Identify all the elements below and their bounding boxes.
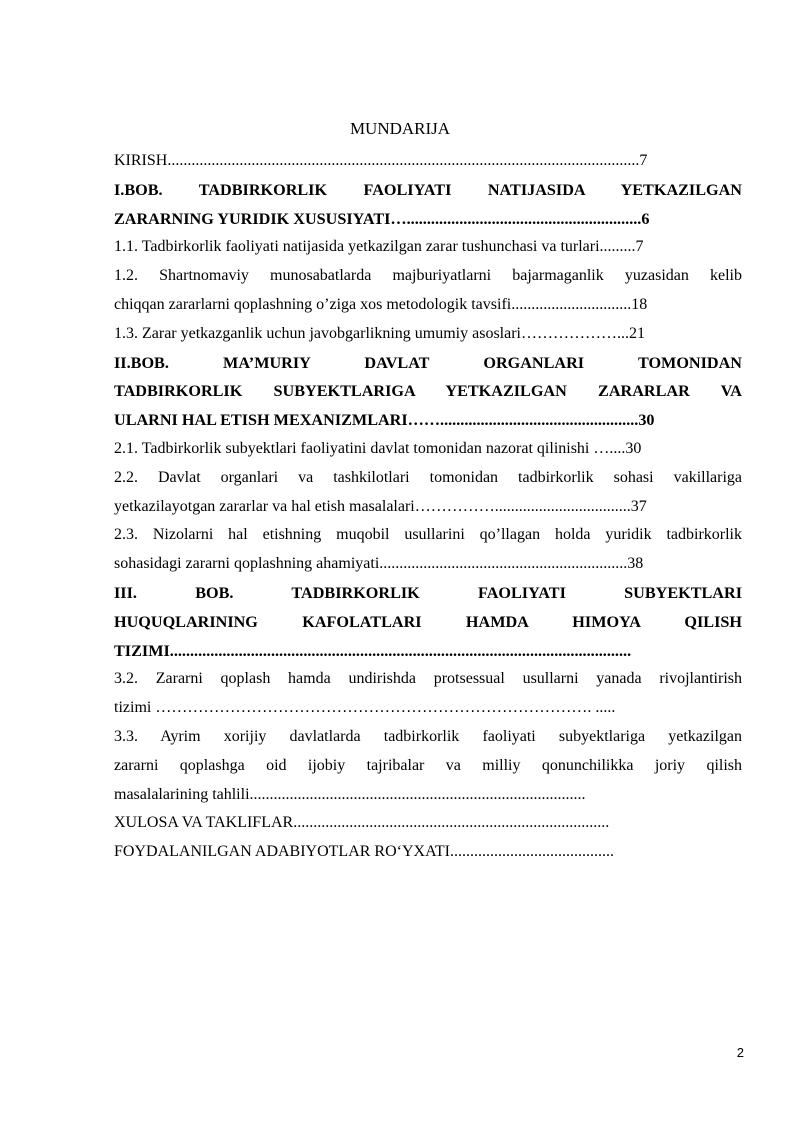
toc-line: ZARARNING YURIDIK XUSUSIYATI…..........................................................6 — [114, 209, 650, 228]
toc-line: ULARNI HAL ETISH MEXANIZMLARI…….................................................30 — [114, 411, 655, 430]
toc-line: 3.2. Zararni qoplash hamda undirishda protsessual usullarni yanada rivojlantirish — [114, 670, 742, 688]
toc-line: yetkazilayotgan zararlar va hal etish masalalari……………..................................37 — [114, 497, 647, 515]
toc-line: II.BOB. MA’MURIY DAVLAT ORGANLARI TOMONIDAN — [114, 353, 742, 372]
toc-line: I.BOB. TADBIRKORLIK FAOLIYATI NATIJASIDA YETKAZILGAN — [114, 180, 742, 199]
toc-line: tizimi ………………………………………………………………………. ..... — [114, 699, 616, 717]
toc-line: masalalarining tahlili.................................................................................... — [114, 785, 586, 803]
toc-line: 2.3. Nizolarni hal etishning muqobil usullarini qo’llagan holda yuridik tadbirkorlik — [114, 526, 742, 544]
page-number: 2 — [736, 1045, 744, 1060]
page-title: MUNDARIJA — [349, 119, 451, 138]
toc-line: XULOSA VA TAKLIFLAR............................................................................... — [114, 814, 610, 832]
toc-line: sohasidagi zararni qoplashning ahamiyati..............................................................38 — [114, 555, 644, 573]
toc-line: 3.3. Ayrim xorijiy davlatlarda tadbirkorlik faoliyati subyektlariga yetkazilgan — [114, 727, 742, 745]
toc-line: TADBIRKORLIK SUBYEKTLARIGA YETKAZILGAN ZARARLAR VA — [114, 382, 742, 401]
toc-line: 2.2. Davlat organlari va tashkilotlari tomonidan tadbirkorlik sohasi vakillariga — [114, 468, 742, 486]
table-of-contents — [114, 147, 742, 867]
toc-line: zararni qoplashga oid ijobiy tajribalar va milliy qonunchilikka joriy qilish — [114, 756, 742, 774]
toc-line: 1.1. Tadbirkorlik faoliyati natijasida yetkazilgan zarar tushunchasi va turlari.........7 — [114, 238, 644, 256]
toc-line: KIRISH......................................................................................................................7 — [114, 152, 648, 169]
toc-line: chiqqan zararlarni qoplashning o’ziga xos metodologik tavsifi..............................18 — [114, 295, 648, 313]
toc-line: TIZIMI.................................................................................................................. — [114, 641, 632, 660]
toc-line: FOYDALANILGAN ADABIYOTLAR RO‘YXATI......................................... — [114, 843, 614, 861]
toc-line: HUQUQLARINING KAFOLATLARI HAMDA HIMOYA QILISH — [114, 612, 742, 631]
toc-line: III. BOB. TADBIRKORLIK FAOLIYATI SUBYEKTLARI — [114, 583, 742, 602]
toc-line: 1.2. Shartnomaviy munosabatlarda majburiyatlarni bajarmaganlik yuzasidan kelib — [114, 267, 742, 285]
toc-line: 2.1. Tadbirkorlik subyektlari faoliyatini davlat tomonidan nazorat qilinishi …....30 — [114, 439, 642, 457]
toc-line: 1.3. Zarar yetkazganlik uchun javobgarlikning umumiy asoslari………………...21 — [114, 324, 645, 342]
